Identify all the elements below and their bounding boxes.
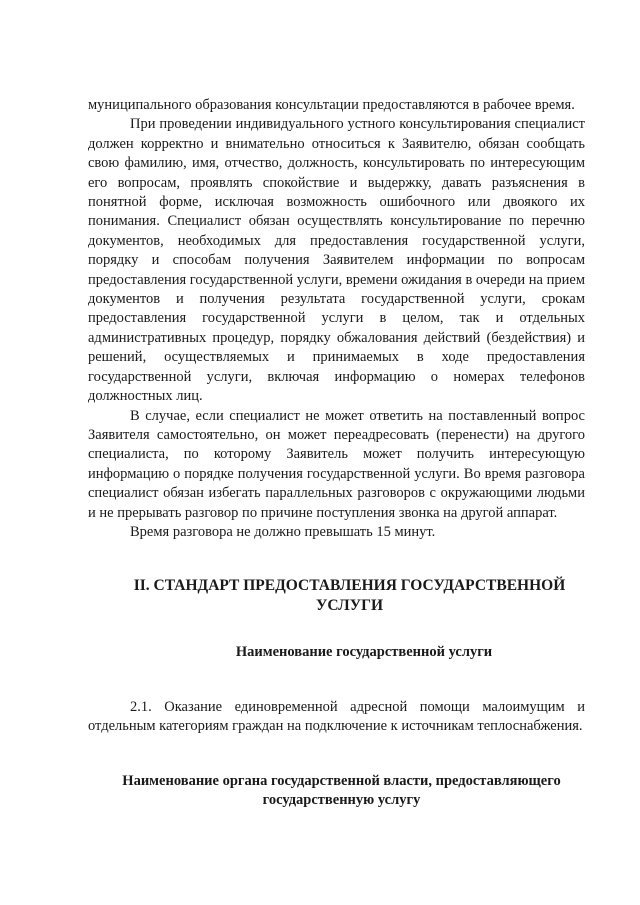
paragraph-individual-consultation: При проведении индивидуального устного консультирования специалист должен корректно и внимательно относиться к Заявителю, обязан сообщать свою фамилию, имя, отчество, должность, консультировать по интересующим его вопросам, проявлять спокойствие и выдержку, давать разъяснения в понятной форме, исключая возможность ошибочного или двоякого их понимания. Специалист обязан осуществлять консультирование по перечню документов, необходимых для предоставления государственной услуги, порядку и способам получения Заявителем информации по вопросам предоставления государственной услуги, времени ожидания в очереди на прием документов и получения результата государственной услуги, срокам предоставления государственной услуги в целом, так и отдельных административных процедур, порядку обжалования действий (бездействия) и решений, осуществляемых и принимаемых в ходе предоставления государственной услуги, включая информацию о номерах телефонов должностных лиц.	[88, 116, 585, 405]
subheading-authority-name: Наименование органа государственной власти, предоставляющего государственную услугу	[122, 772, 561, 808]
paragraph-redirect-question: В случае, если специалист не может ответить на поставленный вопрос Заявителя самостоятельно, он может переадресовать (перенести) на другого специалиста, по которому Заявитель может получить интересующую информацию о порядке получения государственной услуги. Во время разговора специалист обязан избегать параллельных разговоров с окружающими людьми и не прерывать разговор по причине поступления звонка на другой аппарат.	[88, 407, 585, 521]
section-title: II. СТАНДАРТ ПРЕДОСТАВЛЕНИЯ ГОСУДАРСТВЕННОЙ УСЛУГИ	[133, 577, 566, 615]
paragraph-consultation-hours: муниципального образования консультации предоставляются в рабочее время.	[88, 97, 575, 113]
subheading-service-name: Наименование государственной услуги	[235, 644, 493, 661]
clause-2-1: 2.1. Оказание единовременной адресной помощи малоимущим и отдельным категориям граждан на подключение к источникам теплоснабжения.	[88, 698, 585, 735]
document-page	[88, 96, 585, 810]
paragraph-call-duration: Время разговора не должно превышать 15 минут.	[130, 523, 436, 540]
